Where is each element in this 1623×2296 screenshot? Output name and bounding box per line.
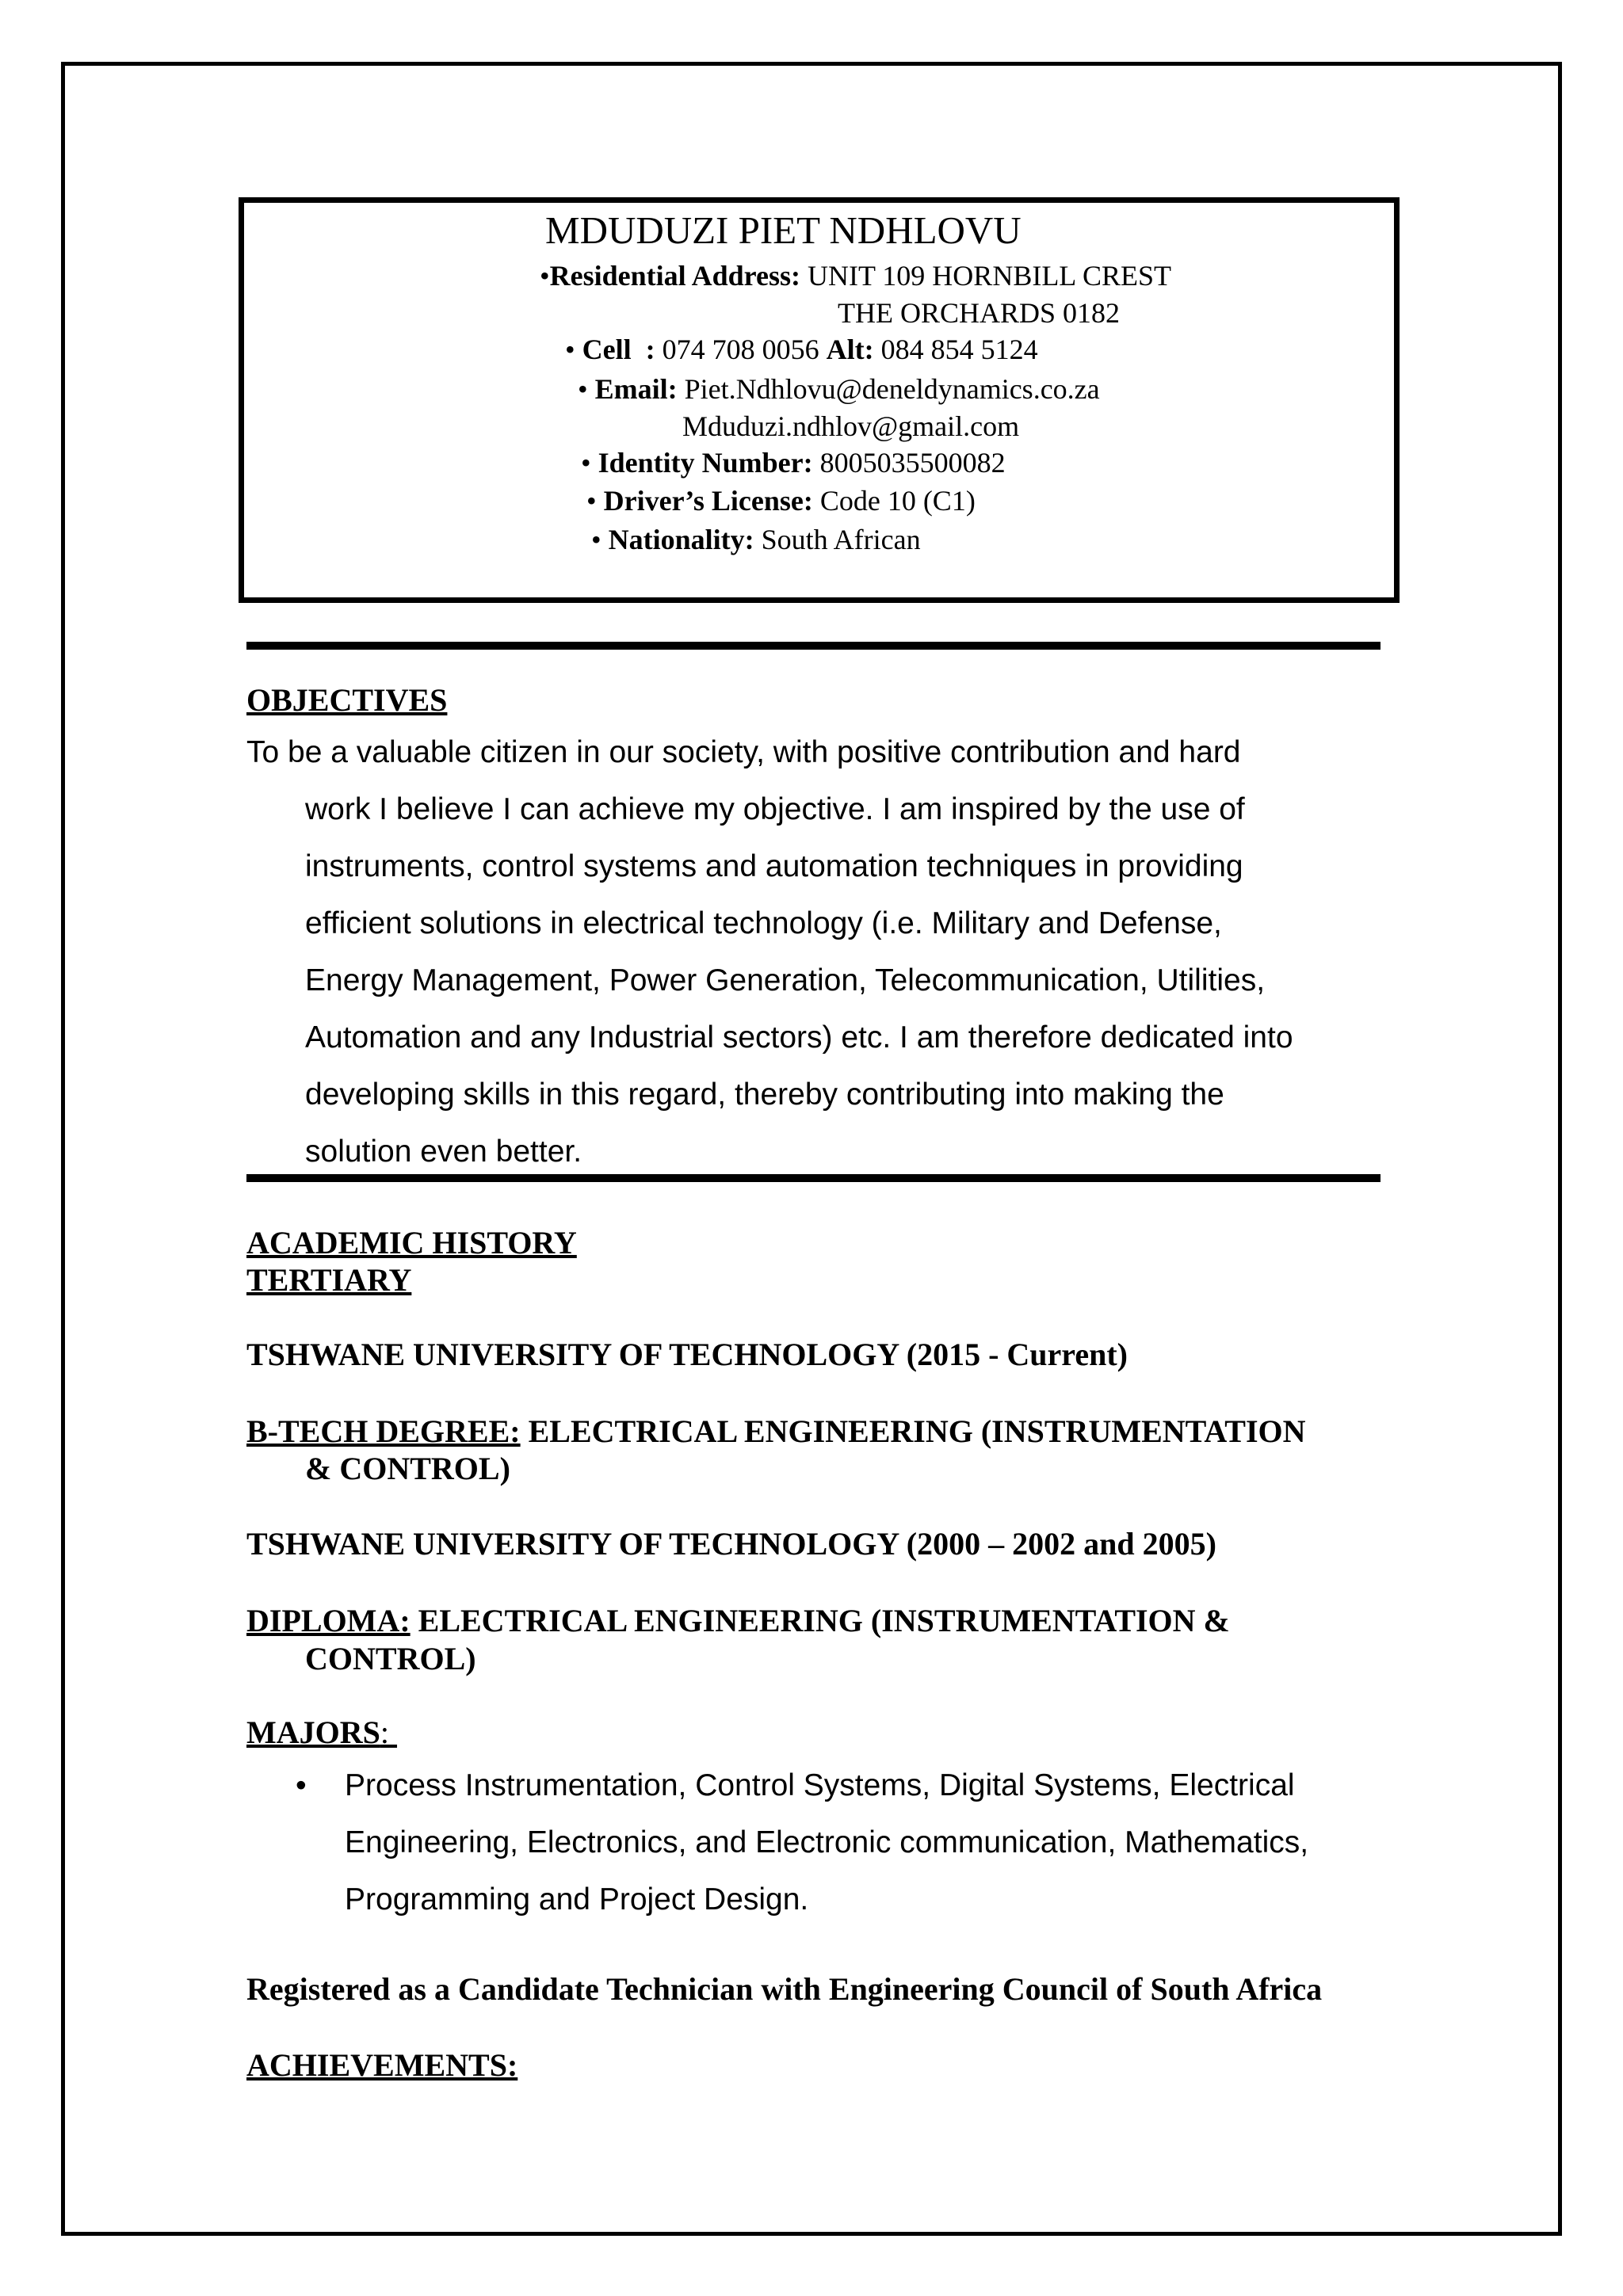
registration-note: Registered as a Candidate Technician with Engineering Council of South Africa — [246, 1971, 1323, 2007]
divider-top — [246, 642, 1381, 650]
diploma-line1: ELECTRICAL ENGINEERING (INSTRUMENTATION & — [418, 1603, 1230, 1638]
majors-line: Engineering, Electronics, and Electronic communication, Mathematics, — [345, 1825, 1309, 1859]
bullet-icon: • — [540, 260, 550, 292]
cell-row: • Cell : 074 708 0056 Alt: 084 854 5124 — [565, 334, 1038, 365]
majors-label: MAJORS — [246, 1714, 380, 1750]
email-primary: Piet.Ndhlovu@deneldynamics.co.za — [684, 373, 1100, 405]
academic-heading: ACADEMIC HISTORY — [246, 1225, 577, 1261]
objectives-line: developing skills in this regard, thereby contributing into making the — [305, 1077, 1224, 1112]
btech-line1: ELECTRICAL ENGINEERING (INSTRUMENTATION — [528, 1413, 1306, 1449]
bullet-icon: • — [296, 1768, 307, 1802]
email-label: Email: — [594, 373, 678, 405]
btech-line2: & CONTROL) — [305, 1451, 510, 1486]
id-label: Identity Number: — [598, 447, 813, 479]
cell-value: 074 708 0056 — [662, 334, 819, 365]
institution-2: TSHWANE UNIVERSITY OF TECHNOLOGY (2000 – 2002 and 2005) — [246, 1526, 1216, 1562]
objectives-line: work I believe I can achieve my objective. I am inspired by the use of — [305, 792, 1245, 826]
nationality-row — [591, 523, 921, 556]
email-row — [578, 372, 1100, 406]
objectives-line: efficient solutions in electrical technology (i.e. Military and Defense, — [305, 906, 1222, 940]
address-row — [540, 259, 1171, 292]
license-row — [586, 484, 976, 517]
objectives-line: solution even better. — [305, 1135, 582, 1169]
majors-line: Programming and Project Design. — [345, 1882, 809, 1917]
candidate-name: MDUDUZI PIET NDHLOVU — [545, 208, 1022, 252]
bullet-icon: • — [565, 334, 575, 365]
objectives-line: Automation and any Industrial sectors) etc. I am therefore dedicated into — [305, 1020, 1293, 1055]
address-line1: UNIT 109 HORNBILL CREST — [807, 260, 1171, 292]
nationality-value: South African — [761, 524, 921, 555]
license-value: Code 10 (C1) — [819, 485, 976, 517]
bullet-icon: • — [578, 373, 588, 405]
bullet-icon: • — [586, 485, 597, 517]
majors-colon: : — [380, 1714, 390, 1750]
alt-label: Alt: — [826, 334, 874, 365]
btech-label: B-TECH DEGREE: — [246, 1413, 521, 1449]
address-label: Residential Address: — [549, 260, 800, 292]
divider-bottom — [246, 1174, 1381, 1182]
objectives-heading: OBJECTIVES — [246, 682, 448, 718]
majors-heading — [246, 1714, 397, 1751]
objectives-line: Energy Management, Power Generation, Telecommunication, Utilities, — [305, 963, 1266, 997]
objectives-line: instruments, control systems and automation techniques in providing — [305, 849, 1243, 883]
objectives-line: To be a valuable citizen in our society, with positive contribution and hard — [246, 735, 1241, 769]
tertiary-heading: TERTIARY — [246, 1262, 412, 1298]
id-value: 8005035500082 — [819, 447, 1006, 479]
nationality-label: Nationality: — [608, 524, 754, 555]
address-line2: THE ORCHARDS 0182 — [838, 297, 1121, 329]
id-row — [581, 446, 1006, 479]
institution-1: TSHWANE UNIVERSITY OF TECHNOLOGY (2015 - Current) — [246, 1337, 1128, 1372]
license-label: Driver’s License: — [603, 485, 813, 517]
diploma-label: DIPLOMA: — [246, 1603, 411, 1638]
bullet-icon: • — [581, 447, 591, 479]
diploma-row — [246, 1602, 1230, 1639]
majors-line: Process Instrumentation, Control Systems, Digital Systems, Electrical — [345, 1768, 1295, 1802]
cell-label: Cell — [582, 334, 632, 365]
bullet-icon: • — [591, 524, 601, 555]
achievements-heading: ACHIEVEMENTS: — [246, 2047, 518, 2083]
btech-row — [246, 1413, 1306, 1450]
diploma-line2: CONTROL) — [305, 1641, 476, 1676]
alt-value: 084 854 5124 — [880, 334, 1038, 365]
email-secondary: Mduduzi.ndhlov@gmail.com — [682, 410, 1020, 442]
